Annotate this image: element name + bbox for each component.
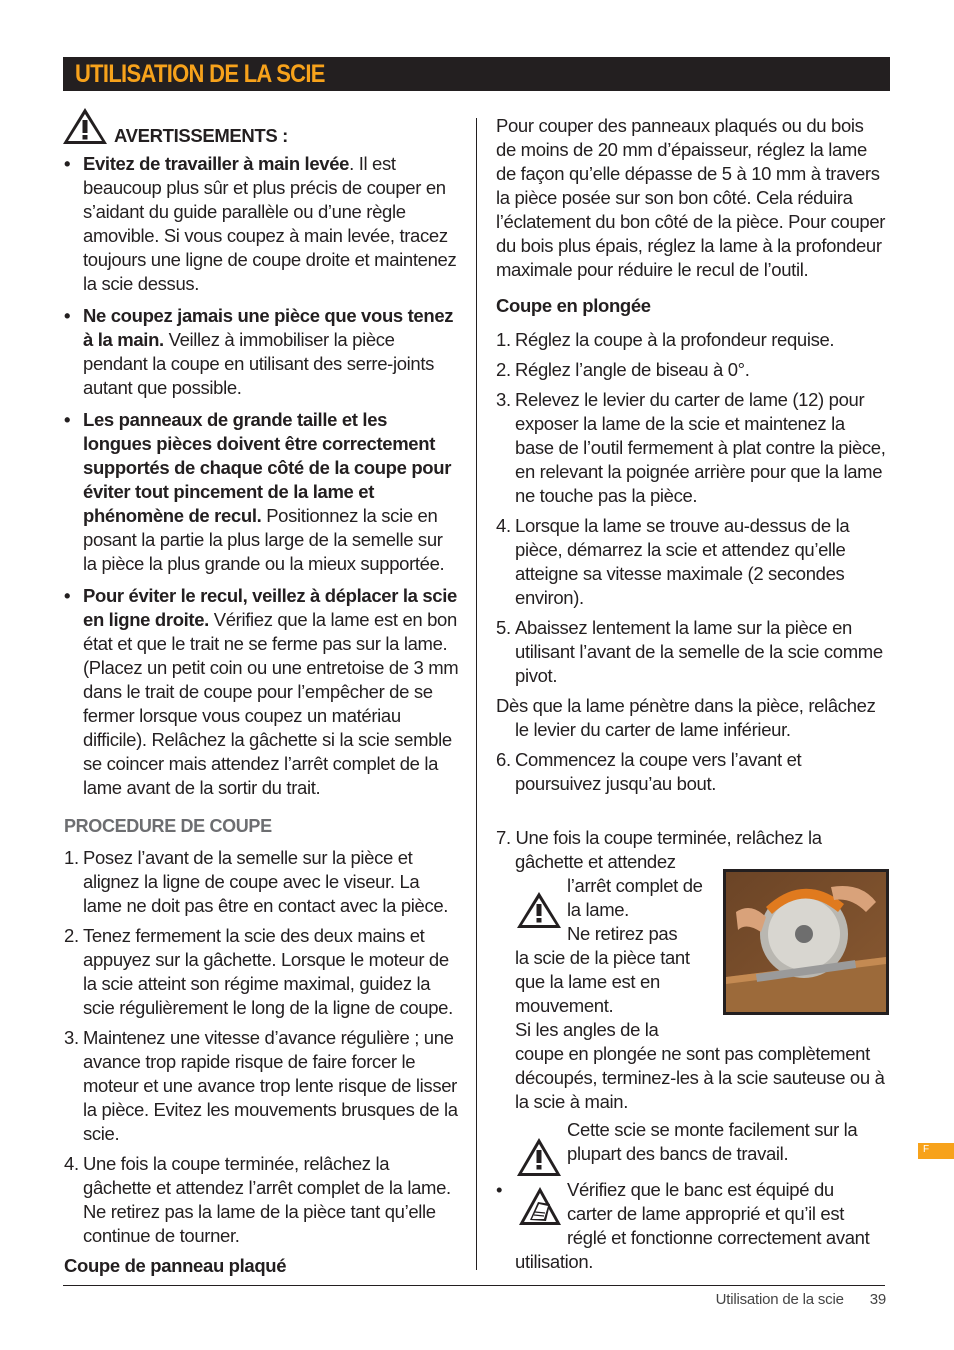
warning-triangle-icon xyxy=(516,891,562,929)
saw-photo xyxy=(723,869,889,1015)
procedure-step: 3. Maintenez une vitesse d’avance régulière ; une avance trop rapide risque de faire forcer le moteur et une avance trop lente risque de lisser la pièce. Evitez les mouvements brusques de la scie. xyxy=(64,1027,458,1144)
plunge-step: 2. Réglez l’angle de biseau à 0°. xyxy=(496,359,750,380)
procedure-step: 2. Tenez fermement la scie des deux mains et appuyez sur la gâchette. Lorsque le moteur de la scie atteint son régime maximal, guidez la scie régulièrement le long de la ligne de coupe. xyxy=(64,925,453,1018)
warning-item: • Les panneaux de grande taille et les longues pièces doivent être correctement supportés de chaque côté de la coupe pour éviter tout pincement de la lame et phénomène de recul. Positionnez la scie en posant la partie la plus large de la semelle sur la pièce la plus grande ou la mieux supportée. xyxy=(64,409,452,574)
footer-rule xyxy=(63,1285,885,1286)
step-7-rest: coupe en plongée ne sont pas complètement découpés, terminez-les à la scie sauteuse ou à la scie à main. xyxy=(515,1043,885,1112)
read-manual-icon xyxy=(518,1186,562,1226)
procedure-step: 4. Une fois la coupe terminée, relâchez la gâchette et attendez l’arrêt complet de la lame. Ne retirez pas la lame de la pièce tant qu’elle continue de tourner. xyxy=(64,1153,451,1246)
release-note: Dès que la lame pénètre dans la pièce, relâchez le levier du carter de lame inférieur. xyxy=(496,695,876,740)
plunge-step: 3. Relevez le levier du carter de lame (12) pour exposer la lame de la scie et maintenez la base de l’outil fermement à plat contre la pièce, en relevant la poignée arrière pour que la lame ne touche pas la pièce. xyxy=(496,389,886,506)
language-tab: F xyxy=(918,1143,954,1159)
procedure-heading: PROCEDURE DE COUPE xyxy=(64,816,272,836)
footer-section: Utilisation de la scie xyxy=(715,1291,844,1308)
warning-item: • Pour éviter le recul, veillez à déplacer la scie en ligne droite. Vérifiez que la lame est en bon état et que le trait ne se ferme pas sur la lame. (Placez un petit coin ou une entretoise de 3 mm dans le trait de coupe pour l’empêcher de se fermer lorsque vous coupez un matériau difficile). Relâchez la gâchette si la scie semble se coincer mais attendez l’arrêt complet de la lame avant de la sortir du trait. xyxy=(64,585,459,798)
plunge-step: 5. Abaissez lentement la lame sur la pièce en utilisant l’avant de la semelle de la scie comme pivot. xyxy=(496,617,883,686)
plunge-heading: Coupe en plongée xyxy=(496,295,651,316)
page-footer xyxy=(716,1291,886,1308)
step-7: 7. Une fois la coupe terminée, relâchez la gâchette et attendez xyxy=(496,827,822,872)
warning-triangle-icon xyxy=(516,1137,562,1177)
veneer-heading: Coupe de panneau plaqué xyxy=(64,1255,287,1276)
column-divider xyxy=(476,118,477,1270)
step-7-wrap-lower: la scie de la pièce tant que la lame est en mouvement. Si les angles de la xyxy=(515,947,690,1040)
page-title: UTILISATION DE LA SCIE xyxy=(75,60,325,88)
procedure-step: 1. Posez l’avant de la semelle sur la pièce et alignez la ligne de coupe avec le viseur. La lame ne doit pas être en contact avec la pièce. xyxy=(64,847,449,916)
plunge-step: 6. Commencez la coupe vers l’avant et poursuivez jusqu’au bout. xyxy=(496,749,802,794)
section-title-bar xyxy=(63,57,890,91)
step-7-wrap: l’arrêt complet de la lame. Ne retirez pas xyxy=(567,875,703,944)
warnings-label: AVERTISSEMENTS : xyxy=(114,125,288,146)
warning-item: • Evitez de travailler à main levée. Il est beaucoup plus sûr et plus précis de couper en s’aidant du guide parallèle ou d’une règle amovible. Si vous coupez à main levée, tracez toujours une ligne de coupe droite et maintenez la scie dessus. xyxy=(64,153,457,294)
warnings-heading xyxy=(64,114,460,146)
bench-check: Vérifiez que le banc est équipé du carter de lame approprié et qu’il est réglé et fonctionne correctement avant xyxy=(567,1179,870,1248)
warning-triangle-icon xyxy=(60,106,110,146)
page-number: 39 xyxy=(869,1291,886,1308)
plunge-step: 4. Lorsque la lame se trouve au-dessus de la pièce, démarrez la scie et attendez qu’elle atteigne sa vitesse maximale (2 secondes environ). xyxy=(496,515,850,608)
right-column xyxy=(496,114,888,802)
bench-note: Cette scie se monte facilement sur la plupart des bancs de travail. xyxy=(567,1119,858,1164)
bench-check-end: utilisation. xyxy=(515,1251,594,1272)
circular-saw-image xyxy=(726,872,886,1012)
left-column xyxy=(64,114,460,1288)
plunge-step: 1. Réglez la coupe à la profondeur requise. xyxy=(496,329,835,350)
warning-item: • Ne coupez jamais une pièce que vous tenez à la main. Veillez à immobiliser la pièce pendant la coupe en utilisant des serre-joints autant que possible. xyxy=(64,305,454,398)
bench-bullet: • xyxy=(496,1179,503,1200)
veneer-text: Pour couper des panneaux plaqués ou du bois de moins de 20 mm d’épaisseur, réglez la lame de façon qu’elle dépasse de 5 à 10 mm à travers la pièce posée sur son bon côté. Cela réduira l’éclatement du bon côté de la pièce. Pour couper du bois plus épais, réglez la lame à la profondeur maximale pour réduire le recul de l’outil. xyxy=(496,115,886,280)
